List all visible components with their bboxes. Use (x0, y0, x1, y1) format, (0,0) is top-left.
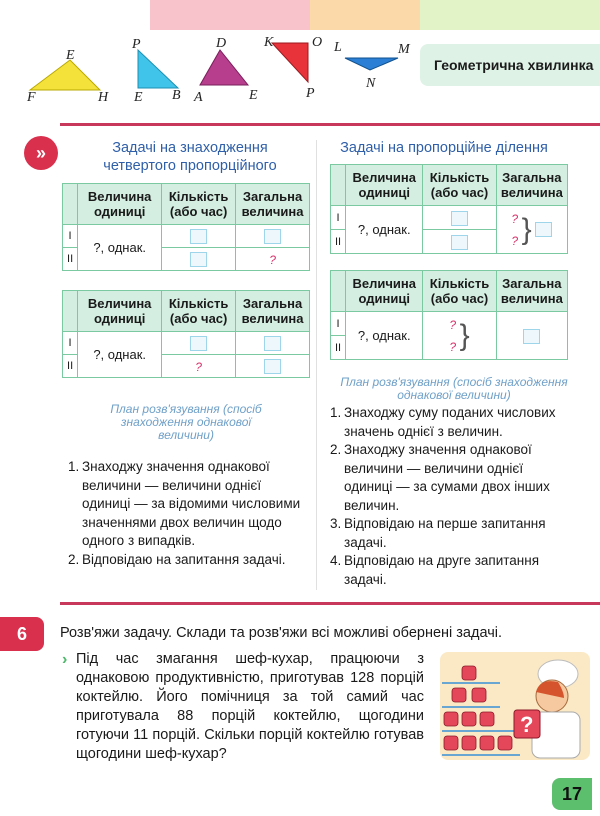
left-plan-title: План розв'язування (спосіб знаходження однакової величини) (110, 402, 262, 442)
question-mark: ? (511, 211, 519, 226)
column-divider (316, 140, 317, 590)
triangle-efh (30, 60, 100, 90)
header-quantity: Кількість (або час) (162, 184, 236, 225)
header-unit-value: Величина одиниці (78, 291, 162, 332)
label-f: F (27, 90, 36, 105)
input-box (264, 336, 281, 351)
label-p1: P (132, 37, 141, 52)
left-table-1 (62, 183, 310, 271)
header-total: Загальна величина (496, 271, 567, 312)
list-item: 3. Відповідаю на перше запитання задачі. (330, 516, 546, 550)
input-box (190, 229, 207, 244)
list-item: 1. Знаходжу значення однакової величини — величини однієї одиниці — за відомими числовими значеннями двох величин щодо одного з випадків. (68, 459, 301, 548)
header-quantity: Кількість (або час) (423, 271, 496, 312)
same-value-cell: ?, однак. (346, 312, 423, 360)
label-b: B (172, 88, 181, 103)
list-item: 4. Відповідаю на друге запитання задачі. (330, 553, 540, 587)
task-instruction: Розв'яжи задачу. Склади та розв'яжи всі можливі обернені задачі. (60, 625, 503, 641)
header-unit-value: Величина одиниці (78, 184, 162, 225)
list-item: 1. Знаходжу суму поданих числових значень однієї з величин. (330, 405, 556, 439)
top-strip-orange (310, 0, 420, 30)
left-title-line2: четвертого пропорційного (103, 158, 277, 174)
header-quantity: Кількість (або час) (423, 165, 496, 206)
right-plan-title: План розв'язування (спосіб знаходження однакової величини) (340, 375, 568, 402)
header-total: Загальна величина (236, 291, 310, 332)
top-divider (60, 123, 600, 126)
label-m: M (398, 42, 410, 57)
right-section-title: Задачі на пропорційне ділення (340, 140, 548, 156)
label-e2: E (134, 90, 143, 105)
triangle-peb (138, 50, 178, 88)
label-o: O (312, 35, 323, 50)
task-text: Під час змагання шеф-кухар, працюючи з однаковою продуктивністю, приготував 128 порцій коктейлю. Його помічниця за той самий час приготувала 88 порцій коктейлю, щогодини готуючи 11 порцій. Скільки порцій коктейлю готував щогодини шеф-кухар? (76, 651, 424, 762)
triangle-dae (200, 50, 248, 85)
page-number: 17 (552, 778, 592, 810)
same-value-cell: ?, однак. (346, 206, 423, 254)
triangle-lmn (345, 58, 398, 70)
row-number: I (63, 332, 78, 355)
left-section-title (70, 139, 310, 175)
svg-text:?: ? (520, 712, 534, 737)
header-unit-value: Величина одиниці (346, 165, 423, 206)
task-number-badge: 6 (0, 617, 44, 651)
header-quantity: Кількість (або час) (162, 291, 236, 332)
label-a: A (194, 90, 203, 105)
question-mark: ? (195, 359, 202, 374)
left-table-2 (62, 290, 310, 378)
label-k: K (264, 35, 274, 50)
left-title-line1: Задачі на знаходження (112, 140, 268, 156)
row-number: I (63, 225, 78, 248)
row-number: II (331, 336, 346, 360)
input-box (535, 222, 552, 237)
question-mark: ? (449, 317, 457, 332)
top-strip-pink (150, 0, 310, 30)
input-box (190, 336, 207, 351)
triangles-figure (0, 30, 420, 110)
label-e3: E (249, 88, 258, 103)
label-e1: E (66, 48, 75, 63)
row-number: II (331, 230, 346, 254)
left-steps-list (68, 458, 310, 569)
header-total: Загальна величина (496, 165, 567, 206)
row-number: I (331, 206, 346, 230)
row-number: I (331, 312, 346, 336)
same-value-cell: ?, однак. (78, 332, 162, 378)
header-total: Загальна величина (236, 184, 310, 225)
label-l: L (334, 40, 342, 55)
bottom-divider (60, 602, 600, 605)
chevron-right-icon: › (62, 651, 68, 668)
input-box (451, 211, 468, 226)
input-box (264, 359, 281, 374)
label-d: D (216, 36, 227, 51)
input-box (190, 252, 207, 267)
label-p2: P (306, 86, 315, 101)
list-item: 2. Відповідаю на запитання задачі. (68, 551, 286, 567)
row-number: II (63, 355, 78, 378)
question-mark: ? (269, 252, 276, 267)
input-box (451, 235, 468, 250)
row-number: II (63, 248, 78, 271)
top-strip-green (420, 0, 600, 30)
triangle-kop (272, 43, 308, 82)
right-table-2 (330, 270, 568, 360)
brace-icon: } (459, 318, 470, 352)
question-mark: ? (511, 233, 519, 248)
list-item: 2. Знаходжу значення однакової величини — величини однієї одиниці — за сумами двох інших величин. (330, 442, 550, 513)
double-chevron-icon: » (24, 136, 58, 170)
input-box (523, 329, 540, 344)
right-steps-list (330, 404, 570, 589)
geometry-minute-title: Геометрична хвилинка (420, 44, 600, 86)
label-n: N (366, 76, 376, 91)
header-unit-value: Величина одиниці (346, 271, 423, 312)
input-box (264, 229, 281, 244)
question-mark: ? (449, 339, 457, 354)
label-h: H (98, 90, 109, 105)
right-table-1 (330, 164, 568, 254)
brace-icon: } (521, 212, 532, 246)
chef-illustration (440, 652, 590, 760)
same-value-cell: ?, однак. (78, 225, 162, 271)
top-strip (0, 0, 150, 30)
